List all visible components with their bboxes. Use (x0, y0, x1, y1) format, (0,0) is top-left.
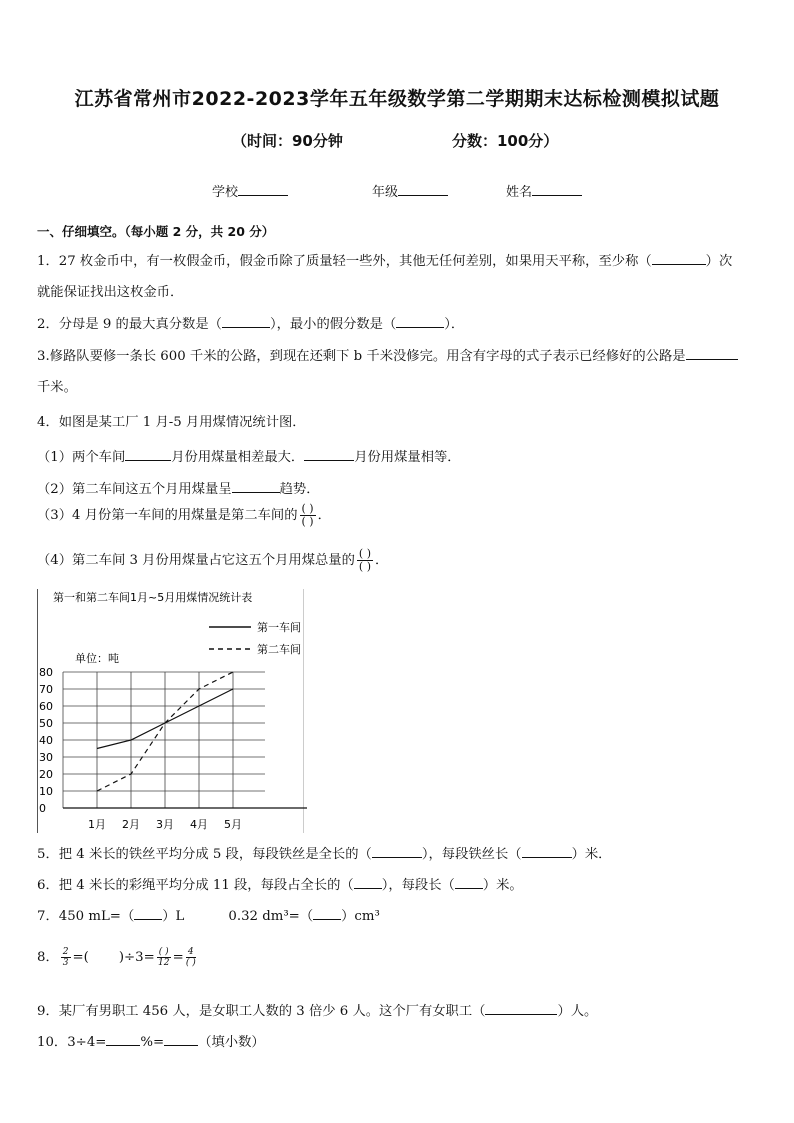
question-3: 3.修路队要修一条长 600 千米的公路，到现在还剩下 b 千米没修完。用含有字母的式子表示已经修好的公路是 (37, 345, 738, 364)
y-tick-label: 70 (39, 683, 53, 696)
section-heading: 一、仔细填空。（每小题 2 分，共 20 分） (37, 224, 275, 239)
page-title: 江苏省常州市2022-2023学年五年级数学第二学期期末达标检测模拟试题 (74, 88, 720, 110)
question-3-cont: 千米。 (37, 380, 77, 395)
question-6: 6．把 4 米长的彩绳平均分成 11 段，每段占全长的（ ），每段长（ ）米。 (37, 878, 523, 893)
y-tick-label: 20 (39, 768, 53, 781)
exam-time: （时间：90分钟 (232, 132, 343, 150)
question-9: 9．某厂有男职工 456 人，是女职工人数的 3 倍少 6 人。这个厂有女职工（ ）人。 (37, 1004, 598, 1019)
x-tick-label: 1月 (88, 818, 106, 831)
question-4: 4．如图是某工厂 1 月-5 月用煤情况统计图． (37, 415, 306, 430)
legend-label: 第二车间 (257, 643, 301, 656)
question-10: 10．3÷4= %= （填小数） (37, 1035, 265, 1050)
y-tick-label: 0 (39, 802, 46, 815)
question-4-2: （2）第二车间这五个月用煤量呈 趋势． (37, 482, 320, 497)
x-tick-label: 4月 (190, 818, 208, 831)
school-field (212, 181, 288, 200)
y-tick-label: 40 (39, 734, 53, 747)
question-2: 2．分母是 9 的最大真分数是（ ），最小的假分数是（ ）． (37, 317, 465, 332)
chart-ylabel: 单位：吨 (75, 652, 119, 665)
question-8: 8． $\frac{2}{3}$ =( )÷3= $\frac{( )}{12}$ = $\frac{4}{( )}$ (37, 947, 196, 968)
chart-ticks (39, 666, 242, 831)
question-4-4: （4）第二车间 3 月份用煤量占它这五个月用煤总量的 $\frac{( )}{( )}$ ． (37, 547, 389, 573)
chart-grid (63, 672, 265, 808)
name-label: 姓名 (506, 185, 533, 200)
question-1: 1．27 枚金币中，有一枚假金币，假金币除了质量轻一些外，其他无任何差别，如果用天平称，至少称（ ）次 (37, 254, 733, 269)
school-label: 学校 (212, 185, 239, 200)
chart-axes (63, 804, 307, 812)
legend-label: 第一车间 (257, 621, 301, 634)
question-4-3: （3）4 月份第一车间的用煤量是第二车间的 $\frac{( )}{( )}$ ． (37, 502, 331, 528)
question-5: 5．把 4 米长的铁丝平均分成 5 段，每段铁丝是全长的（ ），每段铁丝长（ ）米． (37, 847, 612, 862)
fraction-blank: $\frac{( )}{( )}$ (358, 547, 371, 573)
chart-legend (209, 620, 301, 656)
coal-usage-line-chart (37, 585, 307, 833)
x-tick-label: 3月 (156, 818, 174, 831)
grade-field (372, 181, 448, 200)
x-tick-label: 2月 (122, 818, 140, 831)
question-4-1: （1）两个车间 月份用煤量相差最大． 月份用煤量相等． (37, 450, 461, 465)
x-tick-label: 5月 (224, 818, 242, 831)
question-7: 7．450 mL=（ ）L 0.32 dm³=（ ）cm³ (37, 909, 380, 924)
y-tick-label: 50 (39, 717, 53, 730)
y-tick-label: 30 (39, 751, 53, 764)
question-1-cont: 就能保证找出这枚金币． (37, 285, 184, 300)
fraction-blank: $\frac{( )}{( )}$ (301, 502, 314, 528)
y-tick-label: 60 (39, 700, 53, 713)
y-tick-label: 10 (39, 785, 53, 798)
exam-score: 分数：100分） (452, 132, 559, 150)
grade-label: 年级 (372, 185, 399, 200)
name-field (506, 181, 582, 200)
chart-title: 第一和第二车间1月~5月用煤情况统计表 (53, 591, 253, 604)
y-tick-label: 80 (39, 666, 53, 679)
